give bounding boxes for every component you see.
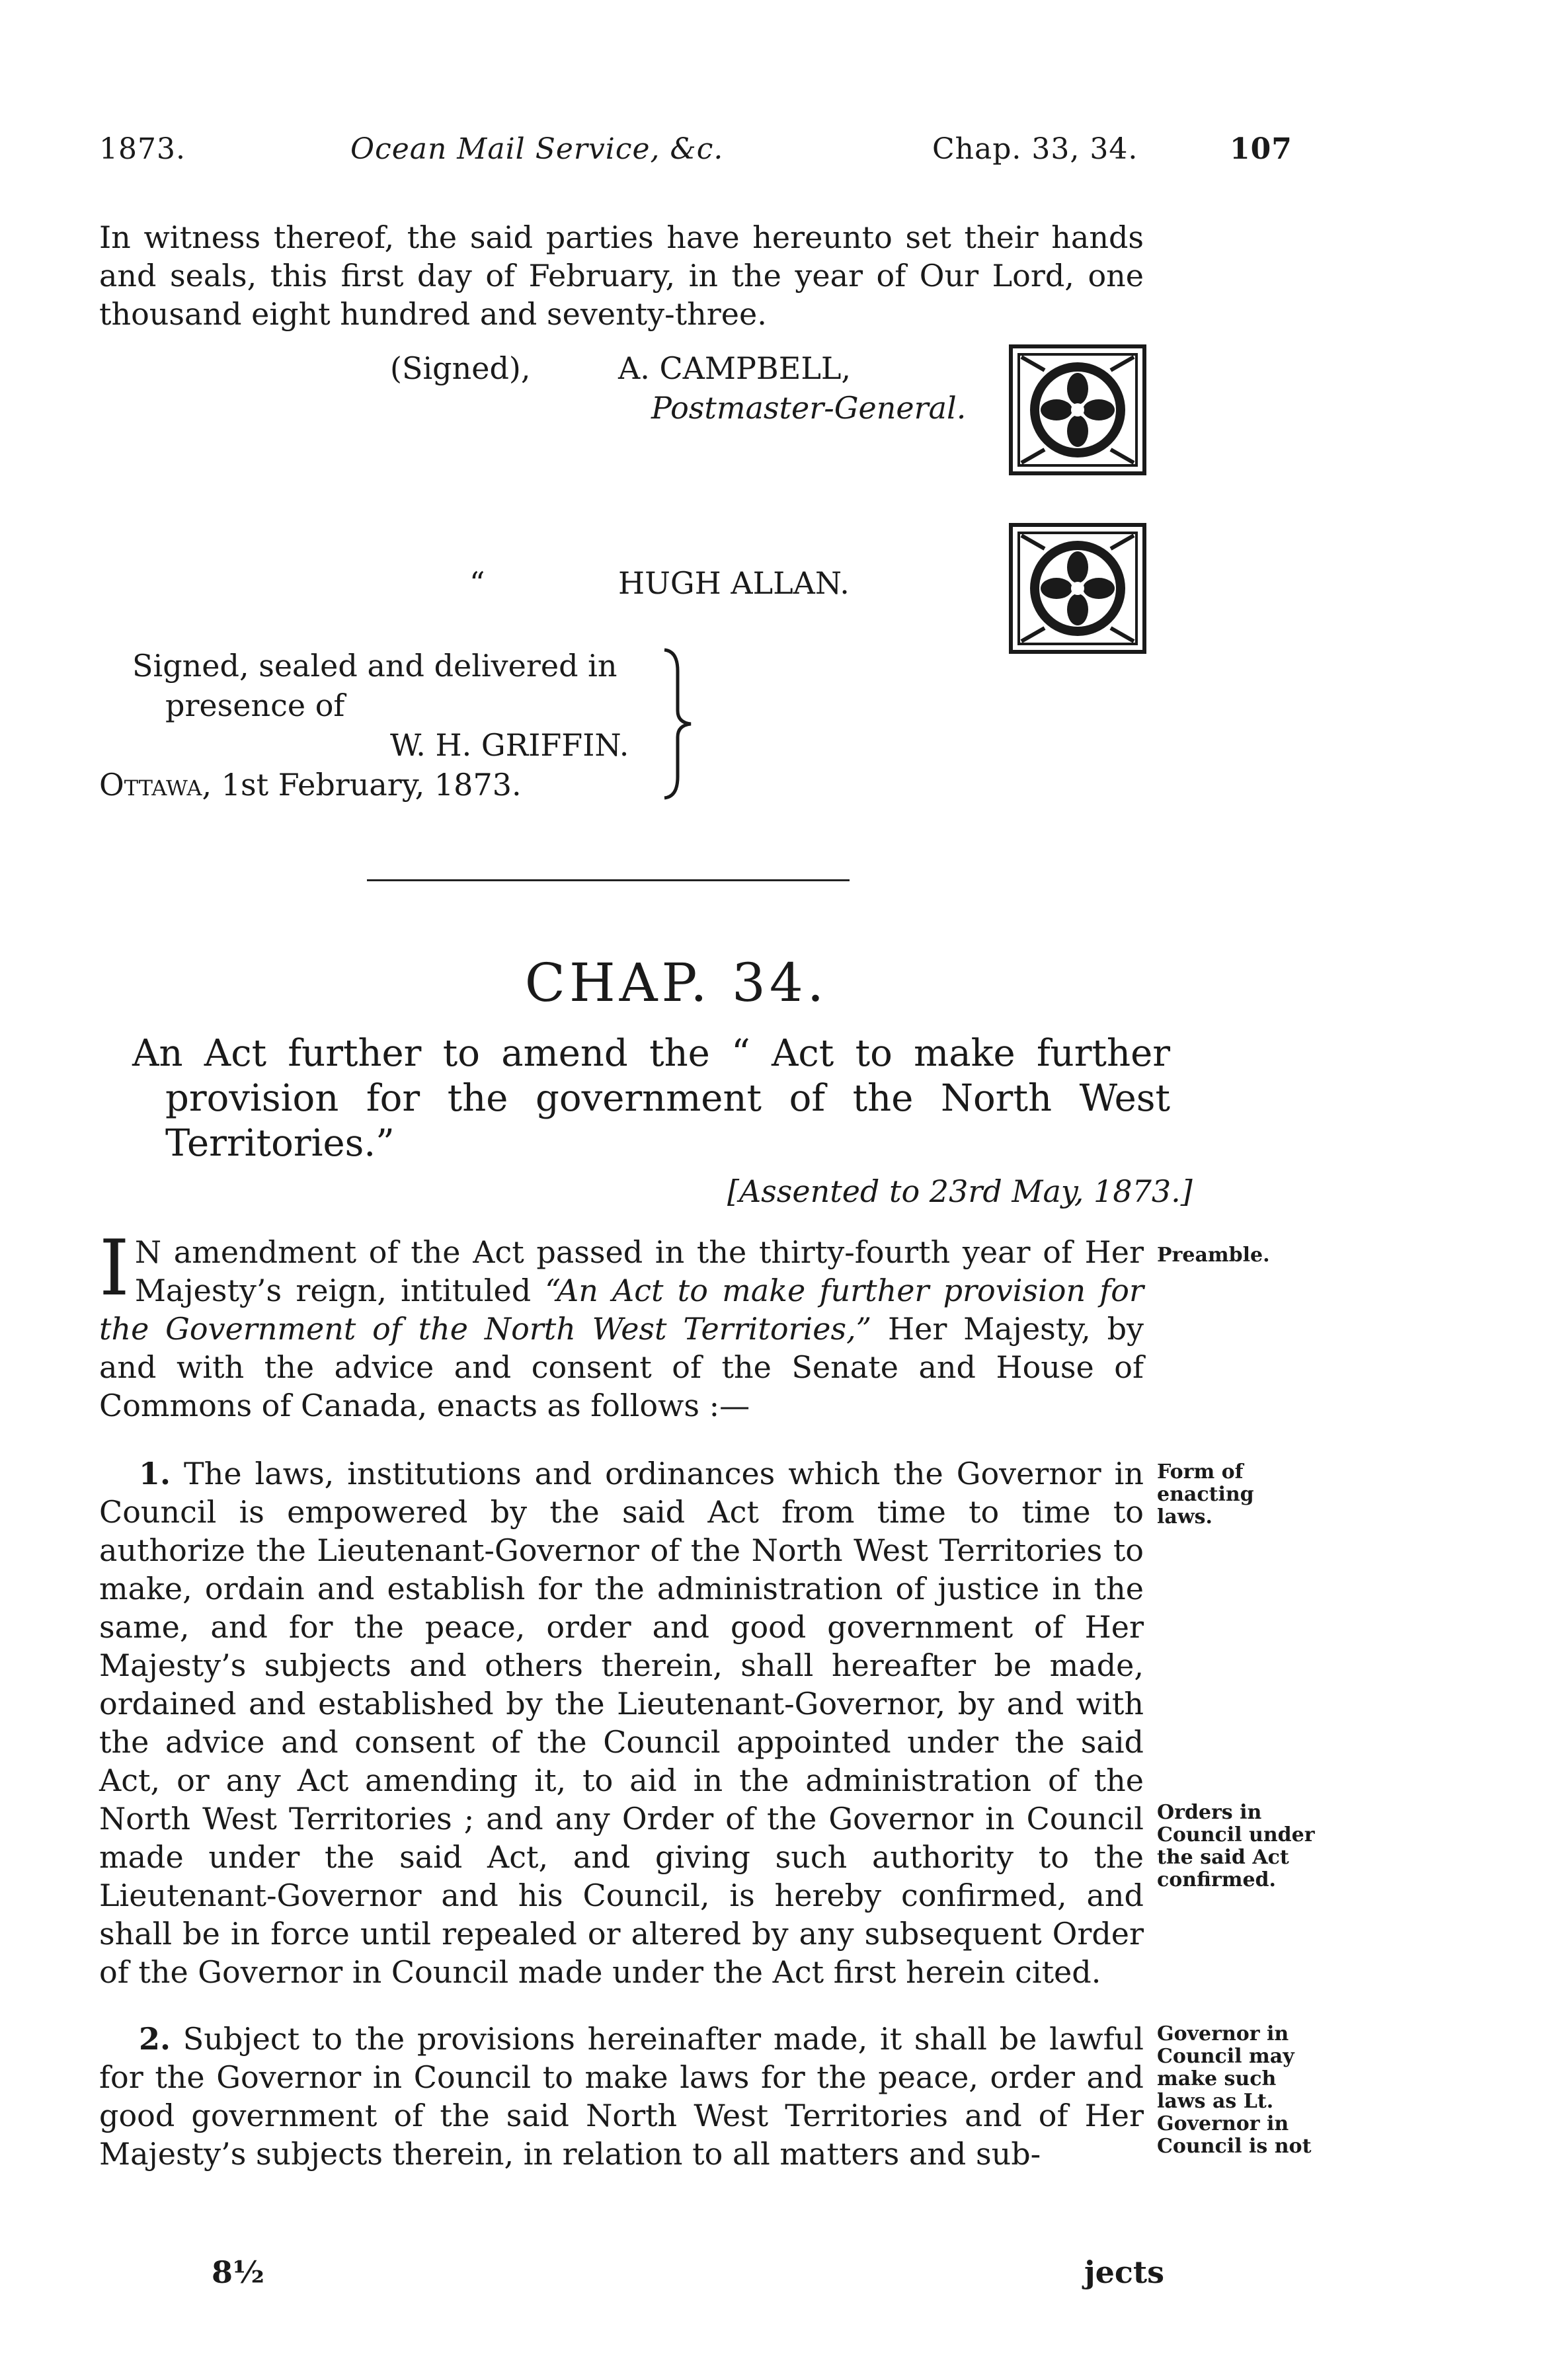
preamble-paragraph [99, 1224, 1144, 1425]
margin-note-preamble: Preamble. [1157, 1244, 1270, 1267]
witness-line-2: presence of [165, 688, 345, 723]
witness-line-1: Signed, sealed and delivered in [132, 648, 617, 684]
witness-clause: In witness thereof, the said parties have hereunto set their hands and seals, this first day of February, in the year of Our Lord, one thousand eight hundred and seventy-three. [99, 219, 1144, 332]
margin-note-form-of-enacting: Form of enacting laws. [1157, 1460, 1254, 1528]
wax-seal-icon [1008, 522, 1147, 654]
signing-date: , 1st February, 1873. [202, 767, 522, 803]
running-head-title: Ocean Mail Service, &c. [350, 132, 724, 166]
drop-cap: I [99, 1224, 130, 1313]
wax-seal-icon [1008, 344, 1147, 476]
margin-note-governor-may-make-laws: Governor in Council may make such laws as Lt. Governor in Council is not [1157, 2022, 1312, 2158]
signatory-name-allan: HUGH ALLAN. [618, 565, 850, 601]
witness-name: W. H. GRIFFIN. [390, 727, 629, 763]
section-1-text: The laws, institutions and ordinances which the Governor in Council is empowered by the said Act from time to time to authorize the Lieutenant-Governor of the North West Territories to make, ordain and establish for the administration of justice in the same, and for the peace, order and good government of Her Majesty’s subjects and others therein, shall hereafter be made, ordained and established by the Lieutenant-Governor, by and with the advice and consent of the Council appointed under the said Act, or any Act amending it, to aid in the administration of the North West Territories ; and any Order of the Governor in Council made under the said Act, and giving such authority to the Lieutenant-Governor and his Council, is hereby confirmed, and shall be in force until repealed or altered by any subsequent Order of the Governor in Council made under the Act first herein cited. [99, 1456, 1144, 1990]
section-1-paragraph [99, 1454, 1144, 1991]
chapter-heading: CHAP. 34. [524, 952, 828, 1013]
margin-note-orders-confirmed: Orders in Council under the said Act confirmed. [1157, 1801, 1315, 1891]
preamble-text-b: Her Majesty, by and with the advice and consent of the Senate and House of Commons of Canada, enacts as follows :— [99, 1311, 1144, 1423]
signatory-title: Postmaster-General. [651, 390, 967, 426]
section-2-number: 2. [139, 2021, 171, 2057]
section-2-paragraph [99, 2020, 1144, 2173]
page-number: 107 [1230, 132, 1292, 166]
preamble-text-a: N amendment of the Act passed in the thirty-fourth year of Her Majesty’s reign, intituled [134, 1234, 1144, 1308]
section-1-number: 1. [139, 1456, 171, 1491]
place-name: Ottawa [99, 767, 202, 803]
ditto-mark: “ [469, 565, 485, 601]
signed-label: (Signed), [390, 350, 531, 386]
signatory-name-campbell: A. CAMPBELL, [618, 350, 852, 386]
assent-date: [Assented to 23rd May, 1873.] [727, 1173, 1193, 1209]
act-title: An Act further to amend the “ Act to make further provision for the government of the North West Territories.” [132, 1032, 1170, 1165]
preamble-cited-title: “An Act to make further provision for the Government of the North West Territories,” [99, 1273, 1144, 1347]
section-2-text: Subject to the provisions hereinafter made, it shall be lawful for the Governor in Council to make laws for the peace, order and good government of the said North West Territories and of Her Majesty’s subjects therein, in relation to all matters and sub- [99, 2021, 1144, 2172]
catchword: jects [1084, 2254, 1165, 2290]
running-head-year: 1873. [99, 132, 186, 166]
place-date [99, 767, 522, 803]
section-divider [367, 879, 850, 881]
signature-mark: 8½ [212, 2254, 264, 2290]
running-head-chapters: Chap. 33, 34. [932, 132, 1138, 166]
curly-brace-icon [658, 645, 697, 803]
